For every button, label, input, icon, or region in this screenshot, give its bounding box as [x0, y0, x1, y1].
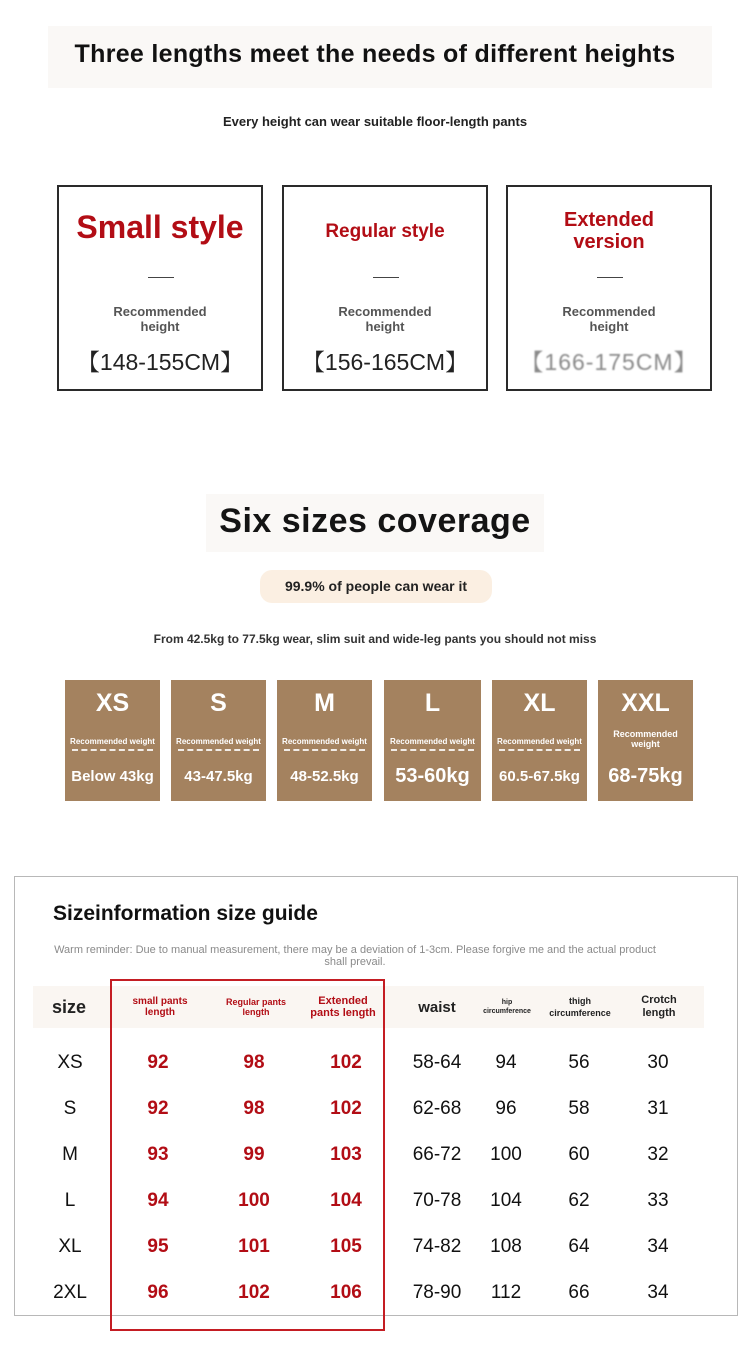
card-recommended-label: Recommended height	[113, 304, 207, 334]
divider	[373, 277, 399, 278]
cell-crotch: 32	[647, 1144, 669, 1165]
cell-hip: 112	[490, 1282, 522, 1303]
size-label: XS	[95, 689, 130, 717]
cell-regular-length: 102	[238, 1282, 270, 1303]
cell-waist: 78-90	[412, 1282, 462, 1303]
cell-size: L	[64, 1190, 76, 1211]
length-card-extended	[506, 185, 712, 391]
size-card-xl	[492, 680, 587, 801]
cell-waist: 58-64	[412, 1052, 462, 1073]
sizes-description: From 42.5kg to 77.5kg wear, slim suit and wide-leg pants you should not miss	[153, 632, 597, 646]
cell-hip: 94	[495, 1052, 517, 1073]
cell-waist: 66-72	[412, 1144, 462, 1165]
length-card-small	[57, 185, 263, 391]
cell-size: 2XL	[53, 1282, 87, 1303]
cell-small-length: 95	[147, 1236, 169, 1257]
cell-size: M	[62, 1144, 78, 1165]
cell-small-length: 93	[147, 1144, 169, 1165]
weight-range: 48-52.5kg	[290, 768, 359, 785]
card-height-range: 【166-175CM】	[520, 349, 698, 375]
sizes-title: Six sizes coverage	[219, 502, 531, 540]
cell-waist: 70-78	[412, 1190, 462, 1211]
card-recommended-label: Recommended height	[562, 304, 656, 334]
cell-regular-length: 98	[243, 1052, 265, 1073]
cell-regular-length: 99	[243, 1144, 265, 1165]
cell-thigh: 58	[568, 1098, 590, 1119]
size-card-xs	[65, 680, 160, 801]
cell-extended-length: 106	[330, 1282, 362, 1303]
cell-hip: 96	[495, 1098, 517, 1119]
cell-thigh: 62	[568, 1190, 590, 1211]
header-thigh: thigh circumference	[549, 996, 611, 1018]
coverage-pill: 99.9% of people can wear it	[260, 570, 492, 603]
weight-range: 43-47.5kg	[184, 768, 253, 785]
weight-range: 60.5-67.5kg	[499, 768, 580, 785]
recommended-weight-label: Recommended weight	[497, 737, 582, 746]
divider	[178, 749, 259, 752]
divider	[391, 749, 474, 752]
recommended-weight-label: Recommended weight	[613, 729, 678, 749]
divider	[72, 749, 153, 752]
lengths-title: Three lengths meet the needs of different heights	[74, 40, 676, 68]
card-title: Regular style	[325, 221, 445, 242]
cell-waist: 62-68	[412, 1098, 462, 1119]
divider	[148, 277, 174, 278]
recommended-weight-label: Recommended weight	[282, 737, 367, 746]
divider	[499, 749, 580, 752]
cell-size: XS	[57, 1052, 83, 1073]
size-card-l	[384, 680, 481, 801]
cell-size: S	[63, 1098, 77, 1119]
cell-extended-length: 103	[330, 1144, 362, 1165]
divider	[284, 749, 365, 752]
cell-extended-length: 102	[330, 1098, 362, 1119]
card-height-range: 【156-165CM】	[301, 349, 469, 375]
cell-regular-length: 101	[238, 1236, 270, 1257]
weight-range: Below 43kg	[71, 768, 154, 785]
cell-crotch: 34	[647, 1282, 669, 1303]
size-card-m	[277, 680, 372, 801]
size-label: XL	[523, 689, 556, 717]
header-hip: hip circumference	[483, 999, 531, 1015]
lengths-subtitle: Every height can wear suitable floor-length pants	[222, 114, 528, 129]
cell-hip: 108	[490, 1236, 522, 1257]
recommended-weight-label: Recommended weight	[70, 737, 155, 746]
cell-small-length: 92	[147, 1098, 169, 1119]
divider	[597, 277, 623, 278]
cell-crotch: 33	[647, 1190, 669, 1211]
cell-extended-length: 105	[330, 1236, 362, 1257]
header-crotch: Crotch length	[641, 994, 677, 1019]
cell-extended-length: 102	[330, 1052, 362, 1073]
recommended-weight-label: Recommended weight	[176, 737, 261, 746]
cell-extended-length: 104	[330, 1190, 362, 1211]
cell-thigh: 60	[568, 1144, 590, 1165]
cell-crotch: 31	[647, 1098, 669, 1119]
header-small-length: small pants length	[132, 996, 188, 1018]
header-size: size	[51, 996, 87, 1017]
cell-thigh: 64	[568, 1236, 590, 1257]
size-label: XXL	[621, 689, 670, 717]
size-card-xxl	[598, 680, 693, 801]
size-guide-title: Sizeinformation size guide	[53, 902, 318, 925]
card-recommended-label: Recommended height	[338, 304, 432, 334]
cell-regular-length: 100	[238, 1190, 270, 1211]
recommended-weight-label: Recommended weight	[390, 737, 475, 746]
card-title: Small style	[76, 209, 244, 245]
cell-crotch: 30	[647, 1052, 669, 1073]
card-title: Extended version	[563, 209, 655, 253]
cell-small-length: 92	[147, 1052, 169, 1073]
weight-range: 53-60kg	[395, 765, 470, 787]
cell-size: XL	[58, 1236, 82, 1257]
length-card-regular	[282, 185, 488, 391]
cell-small-length: 94	[147, 1190, 169, 1211]
cell-thigh: 56	[568, 1052, 590, 1073]
cell-crotch: 34	[647, 1236, 669, 1257]
header-waist: waist	[418, 998, 456, 1016]
size-label: S	[210, 689, 227, 717]
size-label: M	[314, 689, 335, 717]
weight-range: 68-75kg	[608, 765, 683, 787]
size-label: L	[424, 689, 441, 717]
header-regular-length: Regular pants length	[225, 997, 286, 1017]
cell-regular-length: 98	[243, 1098, 265, 1119]
size-card-s	[171, 680, 266, 801]
pants-length-highlight-frame	[110, 979, 385, 1331]
measurement-note: Warm reminder: Due to manual measurement, there may be a deviation of 1-3cm. Please forgive me and the actual product shall prevail.	[54, 944, 656, 968]
cell-thigh: 66	[568, 1282, 590, 1303]
cell-hip: 104	[490, 1190, 522, 1211]
cell-waist: 74-82	[412, 1236, 462, 1257]
cell-small-length: 96	[147, 1282, 169, 1303]
header-extended-length: Extended pants length	[310, 995, 376, 1019]
cell-hip: 100	[490, 1144, 522, 1165]
card-height-range: 【148-155CM】	[76, 349, 244, 375]
